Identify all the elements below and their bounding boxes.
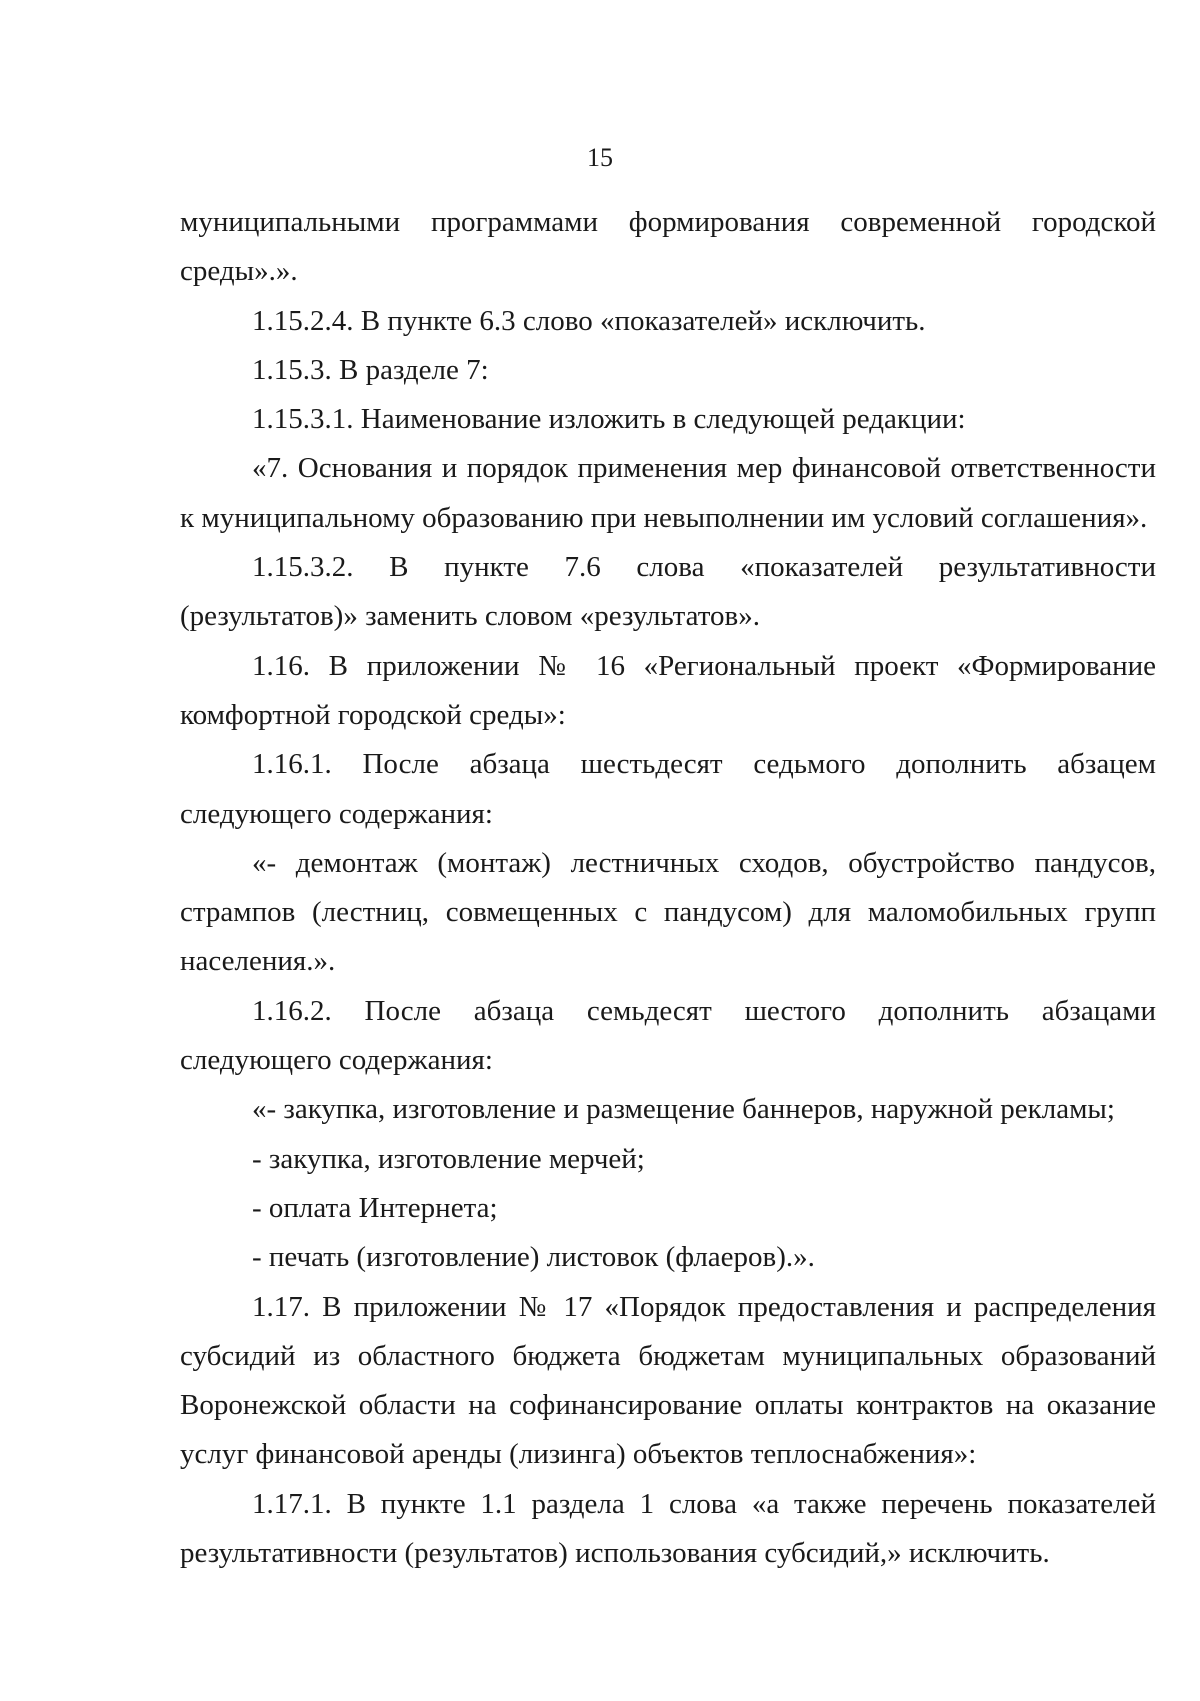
paragraph-1-15-3-2: 1.15.3.2. В пункте 7.6 слова «показателей результативности (результатов)» заменить словом «результатов». — [180, 551, 1156, 633]
list-item-internet: - оплата Интернета; — [252, 1191, 498, 1224]
page-number: 15 — [587, 143, 613, 172]
paragraph-1-16-2: 1.16.2. После абзаца семьдесят шестого дополнить абзацами следующего содержания: — [180, 994, 1156, 1077]
paragraph-quote-ramps: «- демонтаж (монтаж) лестничных сходов, обустройство пандусов, стрампов (лестниц, совмещенных с пандусом) для маломобильных групп населения.». — [180, 846, 1156, 978]
list-item-leaflets: - печать (изготовление) листовок (флаеров).». — [252, 1241, 815, 1274]
paragraph-1-17: 1.17. В приложении № 17 «Порядок предоставления и распределения субсидий из областного бюджета бюджетам муниципальных образований Воронежской области на софинансирование оплаты контрактов на оказание услуг финансовой аренды (лизинга) объектов теплоснабжения»: — [180, 1290, 1156, 1471]
paragraph-continuation: муниципальными программами формирования современной городской среды».». — [180, 206, 1156, 288]
paragraph-1-16: 1.16. В приложении № 16 «Региональный проект «Формирование комфортной городской среды»: — [180, 649, 1156, 731]
paragraph-quote-section-7: «7. Основания и порядок применения мер финансовой ответственности к муниципальному образованию при невыполнении им условий соглашения». — [180, 452, 1156, 534]
list-item-banners: «- закупка, изготовление и размещение баннеров, наружной рекламы; — [252, 1093, 1115, 1126]
list-item-merch: - закупка, изготовление мерчей; — [252, 1142, 645, 1175]
paragraph-1-15-3-1: 1.15.3.1. Наименование изложить в следующей редакции: — [252, 403, 966, 436]
paragraph-1-17-1: 1.17.1. В пункте 1.1 раздела 1 слова «а также перечень показателей результативности (результатов) использования субсидий,» исключить. — [180, 1487, 1156, 1570]
paragraph-1-16-1: 1.16.1. После абзаца шестьдесят седьмого дополнить абзацем следующего содержания: — [180, 748, 1156, 830]
paragraph-1-15-2-4: 1.15.2.4. В пункте 6.3 слово «показателей» исключить. — [252, 304, 926, 337]
document-body — [180, 198, 1156, 1578]
paragraph-1-15-3: 1.15.3. В разделе 7: — [252, 353, 489, 386]
